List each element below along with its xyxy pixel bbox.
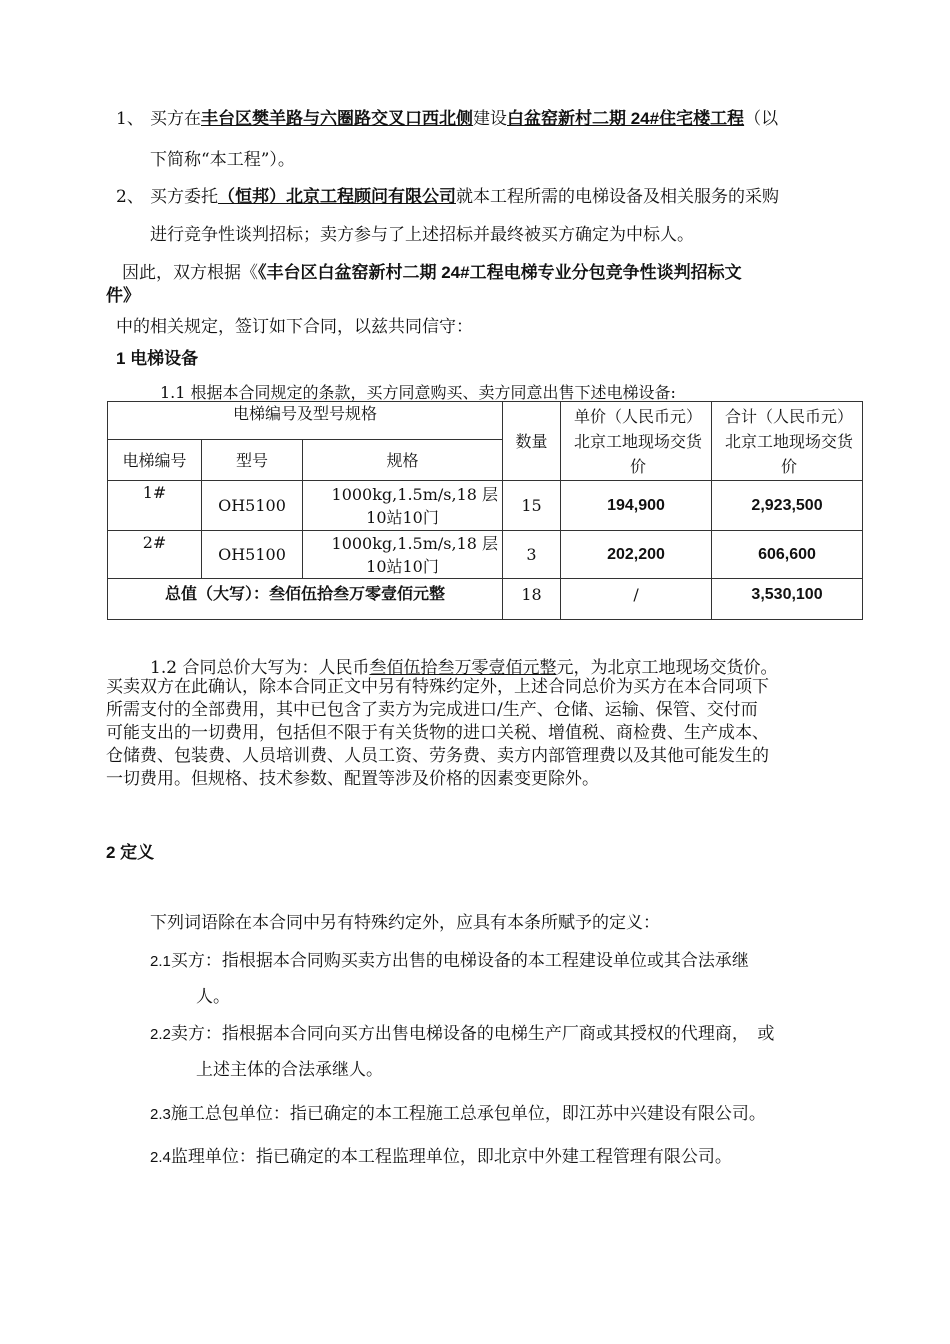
row-total: 606,600: [712, 531, 863, 579]
tender-document-title-end: 件》: [106, 286, 140, 305]
clause-1-2-line: 一切费用。但规格、技术参数、配置等涉及价格的因素变更除外。: [106, 769, 599, 789]
header-group: 电梯编号及型号规格: [108, 402, 503, 440]
definition-2-1: [150, 946, 749, 971]
recital-2: [150, 182, 779, 207]
header-total: 合计（人民币元）北京工地现场交货价: [712, 402, 863, 481]
row-model: OH5100: [202, 531, 303, 579]
section-2-intro: 下列词语除在本合同中另有特殊约定外，应具有本条所赋予的定义：: [150, 913, 660, 933]
row-spec: [303, 531, 503, 579]
header-elevator-no: 电梯编号: [108, 440, 202, 481]
total-amount: 3,530,100: [712, 579, 863, 620]
recital-1: [150, 104, 778, 129]
row-spec-line2: 10站10门: [366, 556, 439, 576]
clause-1-1: 1.1 根据本合同规定的条款，买方同意购买、卖方同意出售下述电梯设备:: [160, 383, 676, 402]
header-model: 型号: [202, 440, 303, 481]
definition-2-2: [150, 1019, 774, 1044]
clause-1-2-pre: 1.2 合同总价大写为：人民币: [150, 658, 370, 678]
definition-text: 买方：指根据本合同购买卖方出售的电梯设备的本工程建设单位或其合法承继: [170, 951, 749, 971]
table-row: [108, 531, 863, 579]
row-elevator-no: 2#: [108, 531, 202, 579]
clause-1-2-line: 可能支出的一切费用，包括但不限于有关货物的进口关税、增值税、商检费、生产成本、: [106, 723, 769, 743]
clause-1-2-body: [106, 676, 858, 791]
recital-2-number: 2、: [116, 187, 144, 207]
therefore-pre: 因此，双方根据《: [122, 263, 258, 283]
total-unit-price: /: [561, 579, 712, 620]
header-qty: 数量: [503, 402, 561, 481]
project-location: 丰台区樊羊路与六圈路交叉口西北侧: [201, 109, 473, 128]
row-spec-line2: 10站10门: [366, 507, 439, 527]
definition-2-2-line2: 上述主体的合法承继人。: [196, 1060, 383, 1080]
definition-number: 2.3: [150, 1106, 171, 1123]
section-1-title: 1 电梯设备: [116, 349, 199, 368]
row-spec: [303, 481, 503, 531]
definition-text: 施工总包单位：指已确定的本工程施工总承包单位，即江苏中兴建设有限公司。: [170, 1104, 766, 1124]
row-elevator-no: 1#: [108, 481, 202, 531]
total-qty: 18: [503, 579, 561, 620]
row-qty: 3: [503, 531, 561, 579]
recital-1-number: 1、: [116, 109, 144, 129]
total-label: 总值（大写）：叁佰伍拾叁万零壹佰元整: [108, 579, 503, 620]
row-total: 2,923,500: [712, 481, 863, 531]
definition-text: 监理单位：指已确定的本工程监理单位，即北京中外建工程管理有限公司。: [170, 1147, 732, 1167]
clause-1-2-post: 元，为北京工地现场交货价。: [556, 658, 778, 678]
recital-2-line2: 进行竞争性谈判招标；卖方参与了上述招标并最终被买方确定为中标人。: [150, 225, 694, 245]
recital-2-post: 就本工程所需的电梯设备及相关服务的采购: [456, 187, 779, 207]
recital-2-pre: 买方委托: [150, 187, 218, 207]
row-unit-price: 202,200: [561, 531, 712, 579]
clause-1-2-line: 仓储费、包装费、人员培训费、人员工资、劳务费、卖方内部管理费以及其他可能发生的: [106, 746, 769, 766]
agent-name: （恒邦）北京工程顾问有限公司: [218, 187, 456, 206]
row-unit-price: 194,900: [561, 481, 712, 531]
row-spec-line1: 1000kg,1.5m/s,18 层: [331, 533, 499, 553]
definition-number: 2.2: [150, 1026, 171, 1043]
recital-1-pre: 买方在: [150, 109, 201, 129]
definition-2-4: [150, 1142, 732, 1167]
section-2-title: 2 定义: [106, 843, 155, 862]
project-name: 白盆窑新村二期 24#住宅楼工程: [507, 109, 745, 128]
tender-document-title: 《丰台区白盆窑新村二期 24#工程电梯专业分包竞争性谈判招标文: [258, 263, 742, 282]
clause-1-2-line: 所需支付的全部费用，其中已包含了卖方为完成进口/生产、仓储、运输、保管、交付而: [106, 700, 758, 720]
recital-1-mid: 建设: [473, 109, 507, 129]
therefore-line2: 中的相关规定，签订如下合同，以兹共同信守：: [116, 317, 473, 337]
definition-2-3: [150, 1099, 766, 1124]
header-unit-price: 单价（人民币元）北京工地现场交货价: [561, 402, 712, 481]
elevator-table: [107, 401, 863, 620]
clause-1-2-line: 买卖双方在此确认，除本合同正文中另有特殊约定外，上述合同总价为买方在本合同项下: [106, 677, 769, 697]
table-total-row: [108, 579, 863, 620]
amount-in-words: 叁佰伍拾叁万零壹佰元整: [369, 658, 557, 678]
definition-2-1-line2: 人。: [196, 987, 230, 1007]
recital-1-post: （以: [744, 109, 779, 129]
row-qty: 15: [503, 481, 561, 531]
row-spec-line1: 1000kg,1.5m/s,18 层: [331, 484, 499, 504]
table-row: [108, 481, 863, 531]
therefore-line: [122, 258, 742, 283]
clause-1-2-first: [150, 653, 777, 678]
header-spec: 规格: [303, 440, 503, 481]
recital-1-line2: 下简称“本工程”）。: [150, 150, 295, 170]
definition-text: 卖方：指根据本合同向买方出售电梯设备的电梯生产厂商或其授权的代理商， 或: [170, 1024, 775, 1044]
definition-number: 2.1: [150, 953, 171, 970]
row-model: OH5100: [202, 481, 303, 531]
definition-number: 2.4: [150, 1149, 171, 1166]
